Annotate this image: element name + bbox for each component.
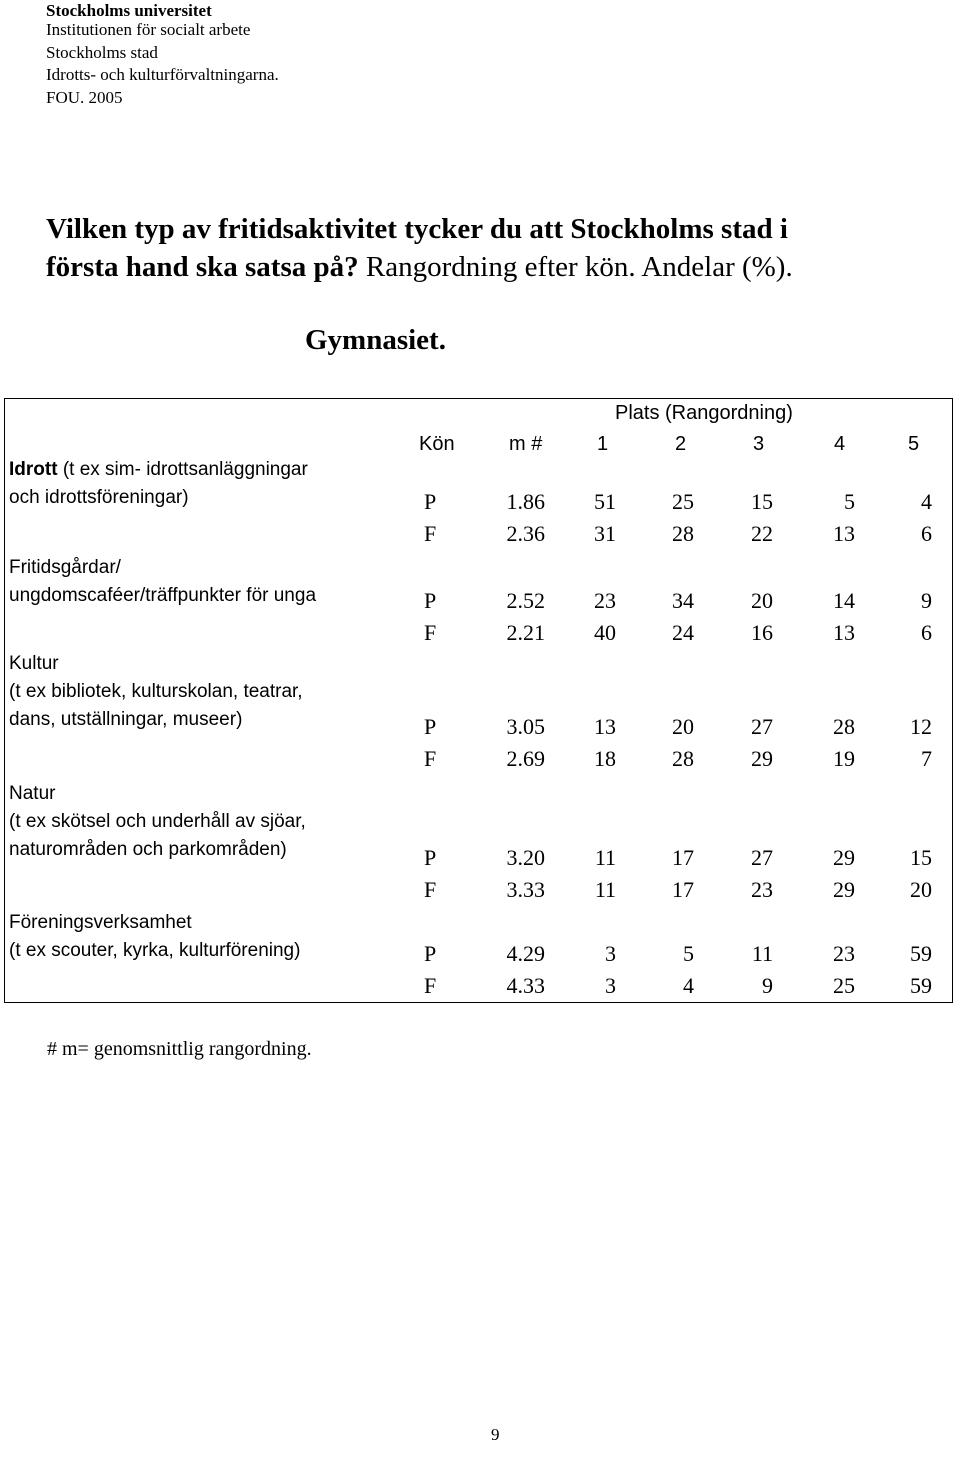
university-name: Stockholms universitet <box>46 1 212 20</box>
cell-rank-4: 14 <box>833 588 855 613</box>
cell-rank-2: 17 <box>672 845 694 870</box>
col-header-rank-3: 3 <box>753 433 765 455</box>
cell-rank-3: 22 <box>751 521 773 546</box>
cell-rank-4: 25 <box>833 973 855 998</box>
cell-rank-5: 4 <box>921 489 932 514</box>
subtitle: Gymnasiet. <box>305 324 446 356</box>
cell-rank-3: 23 <box>751 877 773 902</box>
cell-mean-rank: 2.69 <box>506 746 545 771</box>
cell-mean-rank: 3.33 <box>506 877 545 902</box>
page-number: 9 <box>491 1425 500 1444</box>
cell-rank-1: 31 <box>594 521 616 546</box>
cell-rank-5: 59 <box>910 973 932 998</box>
group-label-kultur: Kultur (t ex bibliotek, kulturskolan, teatrar, dans, utställningar, museer) <box>9 653 303 730</box>
cell-mean-rank: 4.29 <box>506 941 545 966</box>
cell-kon: F <box>424 877 437 902</box>
cell-kon: P <box>424 941 437 966</box>
cell-mean-rank: 3.05 <box>506 714 545 739</box>
cell-rank-1: 51 <box>594 489 616 514</box>
cell-rank-1: 3 <box>605 973 616 998</box>
cell-mean-rank: 2.52 <box>506 588 545 613</box>
department-name: Idrotts- och kulturförvaltningarna. <box>46 65 279 84</box>
cell-rank-4: 29 <box>833 845 855 870</box>
cell-rank-3: 27 <box>751 714 773 739</box>
cell-rank-5: 7 <box>921 746 932 771</box>
cell-mean-rank: 1.86 <box>506 489 545 514</box>
city-name: Stockholms stad <box>46 43 158 62</box>
cell-rank-2: 28 <box>672 521 694 546</box>
cell-rank-4: 13 <box>833 620 855 645</box>
cell-rank-2: 4 <box>683 973 694 998</box>
plats-header: Plats (Rangordning) <box>615 402 793 424</box>
question-title-line2: första hand ska satsa på? Rangordning efter kön. Andelar (%). <box>46 251 793 283</box>
cell-kon: F <box>424 620 437 645</box>
cell-rank-5: 6 <box>921 521 932 546</box>
institution-name: Institutionen för socialt arbete <box>46 20 251 39</box>
cell-rank-5: 20 <box>910 877 932 902</box>
cell-rank-1: 11 <box>594 845 616 870</box>
cell-mean-rank: 2.36 <box>506 521 545 546</box>
cell-rank-4: 23 <box>833 941 855 966</box>
cell-rank-3: 29 <box>751 746 773 771</box>
cell-rank-5: 6 <box>921 620 932 645</box>
cell-rank-4: 28 <box>833 714 855 739</box>
cell-rank-3: 27 <box>751 845 773 870</box>
cell-kon: F <box>424 973 437 998</box>
cell-rank-3: 16 <box>751 620 773 645</box>
cell-mean-rank: 4.33 <box>506 973 545 998</box>
question-title-line1: Vilken typ av fritidsaktivitet tycker du att Stockholms stad i <box>46 213 788 245</box>
cell-rank-1: 13 <box>594 714 616 739</box>
cell-kon: F <box>424 746 437 771</box>
cell-rank-5: 12 <box>910 714 932 739</box>
cell-rank-3: 20 <box>751 588 773 613</box>
cell-rank-4: 13 <box>833 521 855 546</box>
group-label-natur: Natur (t ex skötsel och underhåll av sjöar, naturområden och parkområden) <box>9 783 306 860</box>
cell-mean-rank: 3.20 <box>506 845 545 870</box>
col-header-rank-1: 1 <box>597 433 609 455</box>
cell-rank-5: 9 <box>921 588 932 613</box>
cell-kon: P <box>424 489 437 514</box>
col-header-rank-5: 5 <box>908 433 920 455</box>
cell-kon: P <box>424 714 437 739</box>
cell-rank-5: 59 <box>910 941 932 966</box>
cell-rank-1: 23 <box>594 588 616 613</box>
cell-kon: P <box>424 845 437 870</box>
cell-rank-5: 15 <box>910 845 932 870</box>
cell-rank-1: 40 <box>594 620 616 645</box>
cell-rank-1: 3 <box>605 941 616 966</box>
cell-rank-3: 9 <box>762 973 773 998</box>
col-header-m: m # <box>509 433 543 455</box>
group-label-fritidsgardar: Fritidsgårdar/ ungdomscaféer/träffpunkter för unga <box>9 557 317 606</box>
col-header-rank-4: 4 <box>834 433 846 455</box>
cell-rank-3: 15 <box>751 489 773 514</box>
col-header-rank-2: 2 <box>675 433 687 455</box>
cell-kon: F <box>424 521 437 546</box>
cell-rank-2: 24 <box>672 620 694 645</box>
cell-mean-rank: 2.21 <box>506 620 545 645</box>
footnote: # m= genomsnittlig rangordning. <box>47 1038 312 1060</box>
cell-rank-3: 11 <box>751 941 773 966</box>
cell-rank-2: 25 <box>672 489 694 514</box>
cell-kon: P <box>424 588 437 613</box>
cell-rank-4: 19 <box>833 746 855 771</box>
cell-rank-2: 17 <box>672 877 694 902</box>
cell-rank-2: 28 <box>672 746 694 771</box>
cell-rank-4: 5 <box>844 489 855 514</box>
cell-rank-2: 20 <box>672 714 694 739</box>
cell-rank-4: 29 <box>833 877 855 902</box>
cell-rank-1: 11 <box>594 877 616 902</box>
group-label-idrott: Idrott (t ex sim- idrottsanläggningar och idrottsföreningar) <box>9 459 308 508</box>
cell-rank-2: 5 <box>683 941 694 966</box>
col-header-kon: Kön <box>419 433 455 455</box>
cell-rank-2: 34 <box>672 588 694 613</box>
report-id: FOU. 2005 <box>46 88 123 107</box>
group-label-foreningsverksamhet: Föreningsverksamhet (t ex scouter, kyrka, kulturförening) <box>9 912 301 961</box>
cell-rank-1: 18 <box>594 746 616 771</box>
